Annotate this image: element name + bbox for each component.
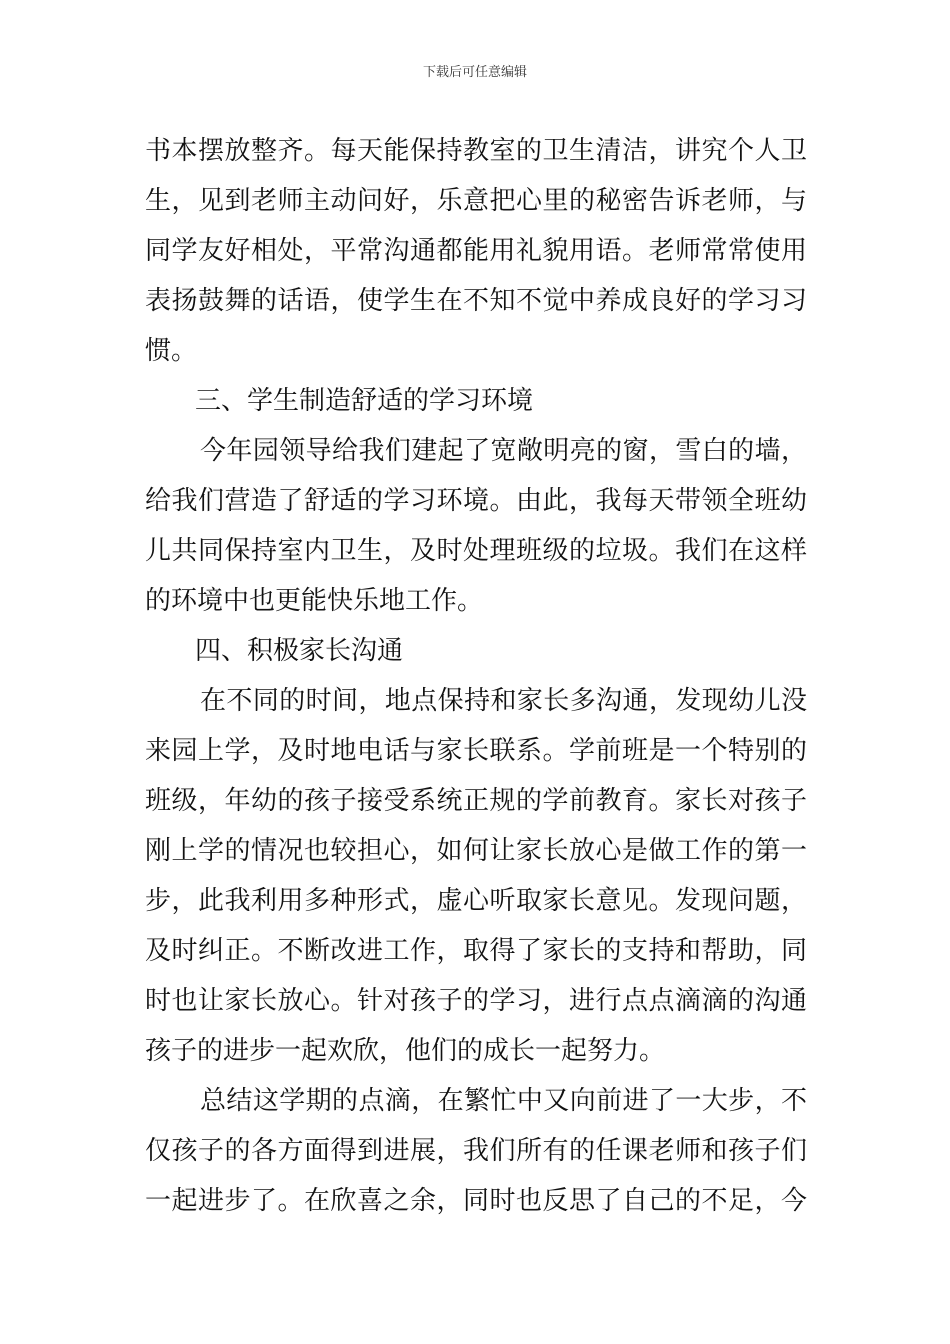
text-line: 步，此我利用多种形式，虚心听取家长意见。发现问题， xyxy=(145,886,807,916)
text-line: 生，见到老师主动问好，乐意把心里的秘密告诉老师，与 xyxy=(145,186,807,216)
text-line: 惯。 xyxy=(145,336,198,366)
text-line: 儿共同保持室内卫生，及时处理班级的垃圾。我们在这样 xyxy=(145,536,807,566)
section-heading: 四、积极家长沟通 xyxy=(195,636,404,666)
text-line: 给我们营造了舒适的学习环境。由此，我每天带领全班幼 xyxy=(145,486,807,516)
section-heading: 三、学生制造舒适的学习环境 xyxy=(195,386,534,416)
text-line: 总结这学期的点滴，在繁忙中又向前进了一大步，不 xyxy=(200,1086,807,1116)
text-line: 刚上学的情况也较担心，如何让家长放心是做工作的第一 xyxy=(145,836,807,866)
text-line: 表扬鼓舞的话语，使学生在不知不觉中养成良好的学习习 xyxy=(145,286,807,316)
text-line: 及时纠正。不断改进工作，取得了家长的支持和帮助，同 xyxy=(145,936,807,966)
page-header: 下载后可任意编辑 xyxy=(422,65,527,80)
text-line: 时也让家长放心。针对孩子的学习，进行点点滴滴的沟通 xyxy=(145,986,807,1016)
text-line: 来园上学，及时地电话与家长联系。学前班是一个特别的 xyxy=(145,736,807,766)
text-line: 在不同的时间，地点保持和家长多沟通，发现幼儿没 xyxy=(200,686,807,716)
text-line: 班级，年幼的孩子接受系统正规的学前教育。家长对孩子 xyxy=(145,786,807,816)
text-line: 的环境中也更能快乐地工作。 xyxy=(145,586,484,616)
text-line: 今年园领导给我们建起了宽敞明亮的窗，雪白的墙， xyxy=(200,436,807,466)
text-line: 仅孩子的各方面得到进展，我们所有的任课老师和孩子们 xyxy=(145,1136,807,1166)
text-line: 孩子的进步一起欢欣，他们的成长一起努力。 xyxy=(145,1036,666,1066)
document-body xyxy=(145,126,807,1226)
text-line: 同学友好相处，平常沟通都能用礼貌用语。老师常常使用 xyxy=(145,236,807,266)
text-line: 书本摆放整齐。每天能保持教室的卫生清洁，讲究个人卫 xyxy=(145,136,807,166)
text-line: 一起进步了。在欣喜之余，同时也反思了自己的不足，今 xyxy=(145,1186,807,1216)
